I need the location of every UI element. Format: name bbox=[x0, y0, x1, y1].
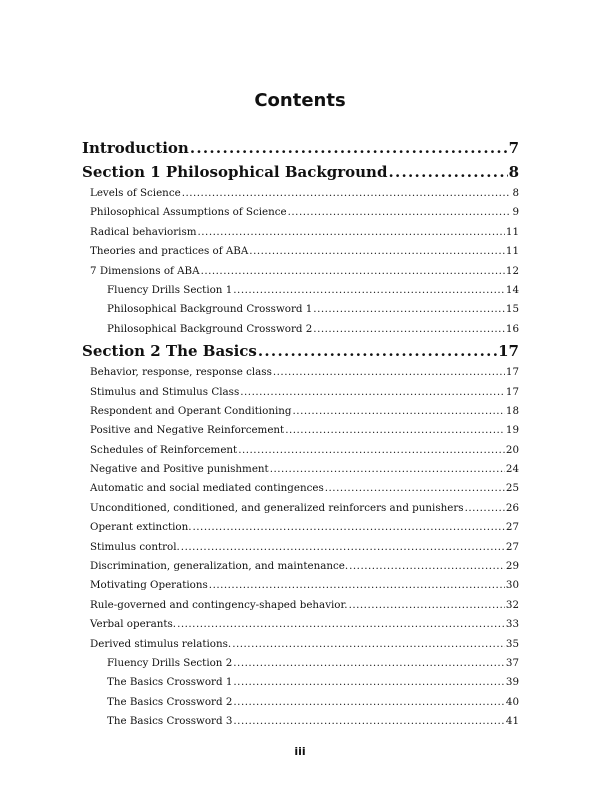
toc-subentry[interactable] bbox=[82, 300, 519, 319]
dot-leader bbox=[313, 300, 505, 319]
dot-leader bbox=[273, 363, 505, 382]
toc-entry-title: Verbal operants. bbox=[90, 618, 177, 631]
dot-leader bbox=[198, 223, 505, 242]
toc-entry-title: Rule-governed and contingency-shaped behavior. bbox=[90, 598, 348, 611]
toc-entry-title: The Basics Crossword 3 bbox=[107, 715, 233, 728]
toc-entry[interactable] bbox=[82, 538, 519, 557]
toc-entry-page-number: 27 bbox=[505, 521, 519, 534]
toc-entry-title: Schedules of Reinforcement bbox=[90, 443, 238, 456]
toc-entry-title: Unconditioned, conditioned, and generalized reinforcers and punishers bbox=[90, 501, 464, 514]
toc-entry-page-number: 18 bbox=[505, 404, 519, 417]
toc-entry-title: Theories and practices of ABA bbox=[90, 245, 249, 258]
toc-entry-title: The Basics Crossword 2 bbox=[107, 695, 233, 708]
toc-entry-page-number: 9 bbox=[512, 206, 519, 219]
toc-entry-title: Introduction bbox=[82, 139, 189, 157]
toc-entry-title: Discrimination, generalization, and maintenance. bbox=[90, 560, 349, 573]
toc-entry-title: Automatic and social mediated contingences bbox=[90, 482, 324, 495]
toc-entry-page-number: 17 bbox=[505, 385, 519, 398]
toc-entry-page-number: 33 bbox=[505, 618, 519, 631]
toc-entry-page-number: 12 bbox=[505, 264, 519, 277]
toc-entry-page-number: 14 bbox=[505, 283, 519, 296]
toc-entry-title: Fluency Drills Section 1 bbox=[107, 283, 233, 296]
dot-leader bbox=[313, 320, 505, 339]
toc-entry-title: Derived stimulus relations. bbox=[90, 637, 232, 650]
dot-leader bbox=[240, 383, 505, 402]
dot-leader bbox=[233, 654, 505, 673]
toc-entry-title: Philosophical Assumptions of Science bbox=[90, 206, 287, 219]
dot-leader bbox=[190, 136, 508, 160]
dot-leader bbox=[233, 712, 504, 731]
toc-subentry[interactable] bbox=[82, 654, 519, 673]
page-number: iii bbox=[294, 745, 306, 758]
dot-leader bbox=[288, 203, 512, 222]
dot-leader bbox=[182, 184, 512, 203]
toc-entry-page-number: 19 bbox=[505, 424, 519, 437]
toc-entry-page-number: 25 bbox=[505, 482, 519, 495]
toc-entry-page-number: 11 bbox=[505, 225, 519, 238]
toc-entry-title: Respondent and Operant Conditioning bbox=[90, 404, 292, 417]
toc-entry-title: Positive and Negative Reinforcement bbox=[90, 424, 285, 437]
toc-entry-title: Philosophical Background Crossword 2 bbox=[107, 322, 313, 335]
dot-leader bbox=[325, 479, 505, 498]
toc-entry-title: The Basics Crossword 1 bbox=[107, 676, 233, 689]
dot-leader bbox=[233, 281, 505, 300]
toc-entry[interactable] bbox=[82, 479, 519, 498]
toc-entry-page-number: 40 bbox=[505, 695, 519, 708]
toc-entry[interactable] bbox=[82, 499, 519, 518]
toc-entry[interactable] bbox=[82, 557, 519, 576]
toc-entry-title: Levels of Science bbox=[90, 187, 181, 199]
toc-entry-page-number: 32 bbox=[505, 598, 519, 611]
dot-leader bbox=[270, 460, 505, 479]
toc-entry[interactable] bbox=[82, 184, 519, 203]
toc-entry-page-number: 24 bbox=[505, 463, 519, 476]
toc-entry[interactable] bbox=[82, 203, 519, 222]
dot-leader bbox=[465, 499, 505, 518]
dot-leader bbox=[177, 615, 505, 634]
toc-entry[interactable] bbox=[82, 576, 519, 595]
toc-section-entry[interactable] bbox=[82, 160, 519, 184]
toc-entry-title: Behavior, response, response class bbox=[90, 366, 272, 379]
toc-entry[interactable] bbox=[82, 363, 519, 382]
toc-entry-page-number: 26 bbox=[505, 501, 519, 514]
toc-entry-page-number: 17 bbox=[505, 366, 519, 379]
toc-entry-title: Stimulus and Stimulus Class bbox=[90, 385, 240, 398]
toc-entry[interactable] bbox=[82, 421, 519, 440]
toc-entry-page-number: 30 bbox=[505, 579, 519, 592]
dot-leader bbox=[233, 673, 504, 692]
dot-leader bbox=[388, 160, 507, 184]
dot-leader bbox=[249, 242, 505, 261]
toc-entry-page-number: 39 bbox=[505, 676, 519, 689]
toc-entry-page-number: 27 bbox=[505, 540, 519, 553]
toc-entry-title: Negative and Positive punishment bbox=[90, 463, 269, 476]
toc-entry[interactable] bbox=[82, 242, 519, 261]
toc-subentry[interactable] bbox=[82, 673, 519, 692]
toc-subentry[interactable] bbox=[82, 320, 519, 339]
dot-leader bbox=[233, 693, 504, 712]
toc-entry[interactable] bbox=[82, 460, 519, 479]
dot-leader bbox=[293, 402, 505, 421]
toc-entry[interactable] bbox=[82, 262, 519, 281]
toc-entry-page-number: 7 bbox=[508, 139, 519, 157]
toc-entry-page-number: 17 bbox=[498, 342, 519, 361]
dot-leader bbox=[181, 538, 505, 557]
dot-leader bbox=[349, 596, 505, 615]
dot-leader bbox=[285, 421, 505, 440]
toc-entry[interactable] bbox=[82, 635, 519, 654]
toc-entry-title: Radical behaviorism bbox=[90, 225, 197, 238]
dot-leader bbox=[232, 635, 505, 654]
toc-entry-page-number: 37 bbox=[505, 656, 519, 669]
dot-leader bbox=[209, 576, 505, 595]
page-title: Contents bbox=[254, 90, 346, 111]
toc-entry[interactable] bbox=[82, 596, 519, 615]
toc-entry-page-number: 29 bbox=[505, 560, 519, 573]
toc-entry-title: Fluency Drills Section 2 bbox=[107, 656, 233, 669]
toc-section-entry[interactable] bbox=[82, 136, 519, 160]
toc-section-entry[interactable] bbox=[82, 339, 519, 363]
toc-entry[interactable] bbox=[82, 615, 519, 634]
toc-entry-page-number: 15 bbox=[505, 303, 519, 316]
toc-entry-page-number: 35 bbox=[505, 637, 519, 650]
toc-entry-page-number: 8 bbox=[508, 163, 519, 181]
toc-entry-title: Section 2 The Basics bbox=[82, 342, 257, 361]
toc-entry-title: Stimulus control. bbox=[90, 540, 180, 553]
toc-entry[interactable] bbox=[82, 383, 519, 402]
dot-leader bbox=[238, 441, 505, 460]
toc-entry[interactable] bbox=[82, 402, 519, 421]
toc-entry-page-number: 16 bbox=[505, 322, 519, 335]
toc-entry-title: Motivating Operations bbox=[90, 579, 208, 592]
dot-leader bbox=[201, 262, 505, 281]
toc-entry-page-number: 41 bbox=[505, 715, 519, 728]
toc-entry-title: Section 1 Philosophical Background bbox=[82, 163, 388, 181]
toc-entry-title: Philosophical Background Crossword 1 bbox=[107, 303, 313, 316]
toc-entry-page-number: 8 bbox=[512, 187, 519, 199]
toc-entry-page-number: 20 bbox=[505, 443, 519, 456]
toc-subentry[interactable] bbox=[82, 693, 519, 712]
toc-entry[interactable] bbox=[82, 223, 519, 242]
toc-entry-page-number: 11 bbox=[505, 245, 519, 258]
dot-leader bbox=[193, 518, 505, 537]
toc-entry[interactable] bbox=[82, 518, 519, 537]
dot-leader bbox=[349, 557, 505, 576]
toc-subentry[interactable] bbox=[82, 712, 519, 731]
toc-entry[interactable] bbox=[82, 441, 519, 460]
toc-entry-title: 7 Dimensions of ABA bbox=[90, 264, 200, 277]
dot-leader bbox=[258, 339, 497, 363]
table-of-contents bbox=[82, 136, 519, 732]
toc-subentry[interactable] bbox=[82, 281, 519, 300]
toc-entry-title: Operant extinction. bbox=[90, 521, 192, 534]
